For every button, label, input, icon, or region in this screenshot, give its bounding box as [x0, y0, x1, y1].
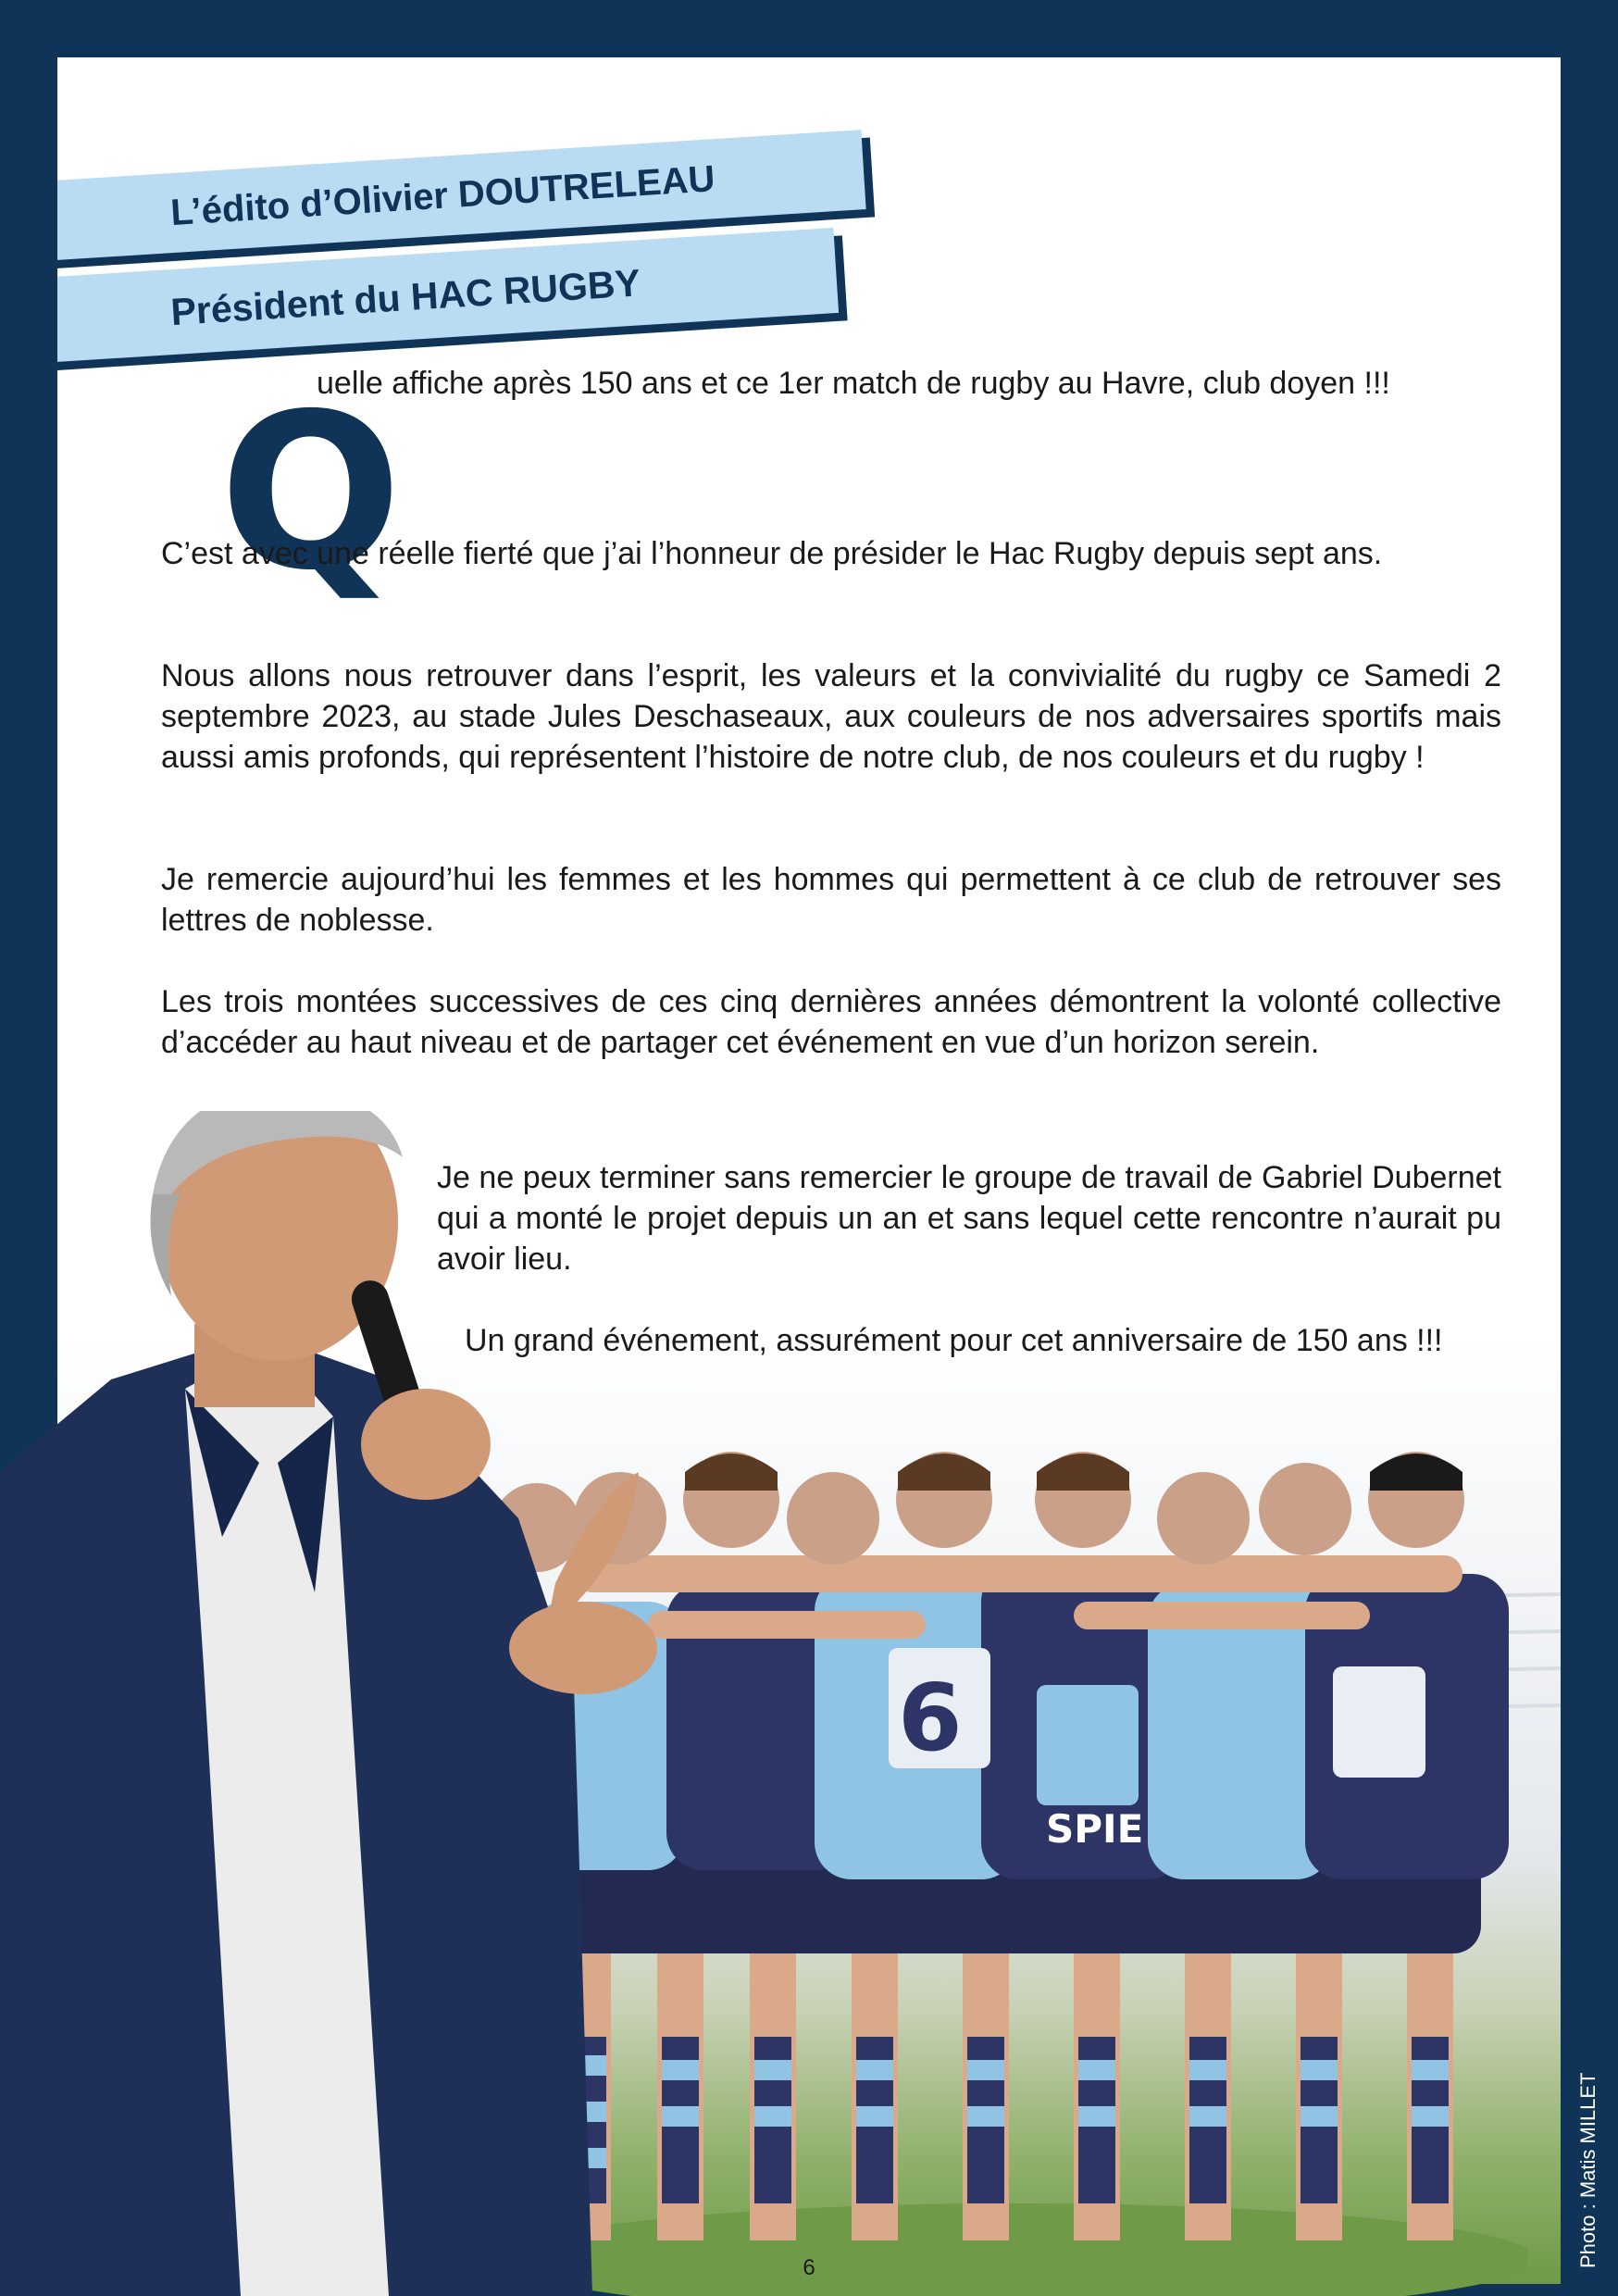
title-line-1: L’édito d’Olivier DOUTRELEAU [169, 158, 716, 234]
paragraph-4: Les trois montées successives de ces cinq dernières années démontrent la volonté collective d’accéder au haut niveau et de partager cet événement en vue d’un horizon serein. [161, 984, 1501, 1060]
paragraph-6: Un grand événement, assurément pour cet anniversaire de 150 ans !!! [465, 1323, 1443, 1358]
jersey-number: 6 [898, 1664, 963, 1772]
speaker-photo [0, 1111, 703, 2296]
page-number: 6 [803, 2255, 815, 2280]
paragraph-1: C’est avec une réelle fierté que j’ai l’honneur de présider le Hac Rugby depuis sept ans. [161, 536, 1383, 571]
paragraph-2: Nous allons nous retrouver dans l’esprit, les valeurs et la convivialité du rugby ce Samedi 2 septembre 2023, au stade Jules Deschaseaux, aux couleurs de nos adversaires sportifs mais aussi amis profonds, qui représentent l’histoire de notre club, de nos couleurs et du rugby ! [161, 658, 1501, 775]
drop-cap: Q [219, 368, 403, 618]
photo-credit: Photo : Matis MILLET [1576, 2072, 1599, 2268]
paragraph-5: Je ne peux terminer sans remercier le groupe de travail de Gabriel Dubernet qui a monté le projet depuis un an et sans lequel cette rencontre n’aurait pu avoir lieu. [437, 1160, 1501, 1277]
jersey-sponsor: SPIE [1046, 1806, 1144, 1852]
paragraph-3: Je remercie aujourd’hui les femmes et les hommes qui permettent à ce club de retrouver ses lettres de noblesse. [161, 862, 1501, 938]
intro-paragraph: uelle affiche après 150 ans et ce 1er match de rugby au Havre, club doyen !!! [317, 366, 1390, 401]
title-line-2: Président du HAC RUGBY [169, 261, 642, 334]
